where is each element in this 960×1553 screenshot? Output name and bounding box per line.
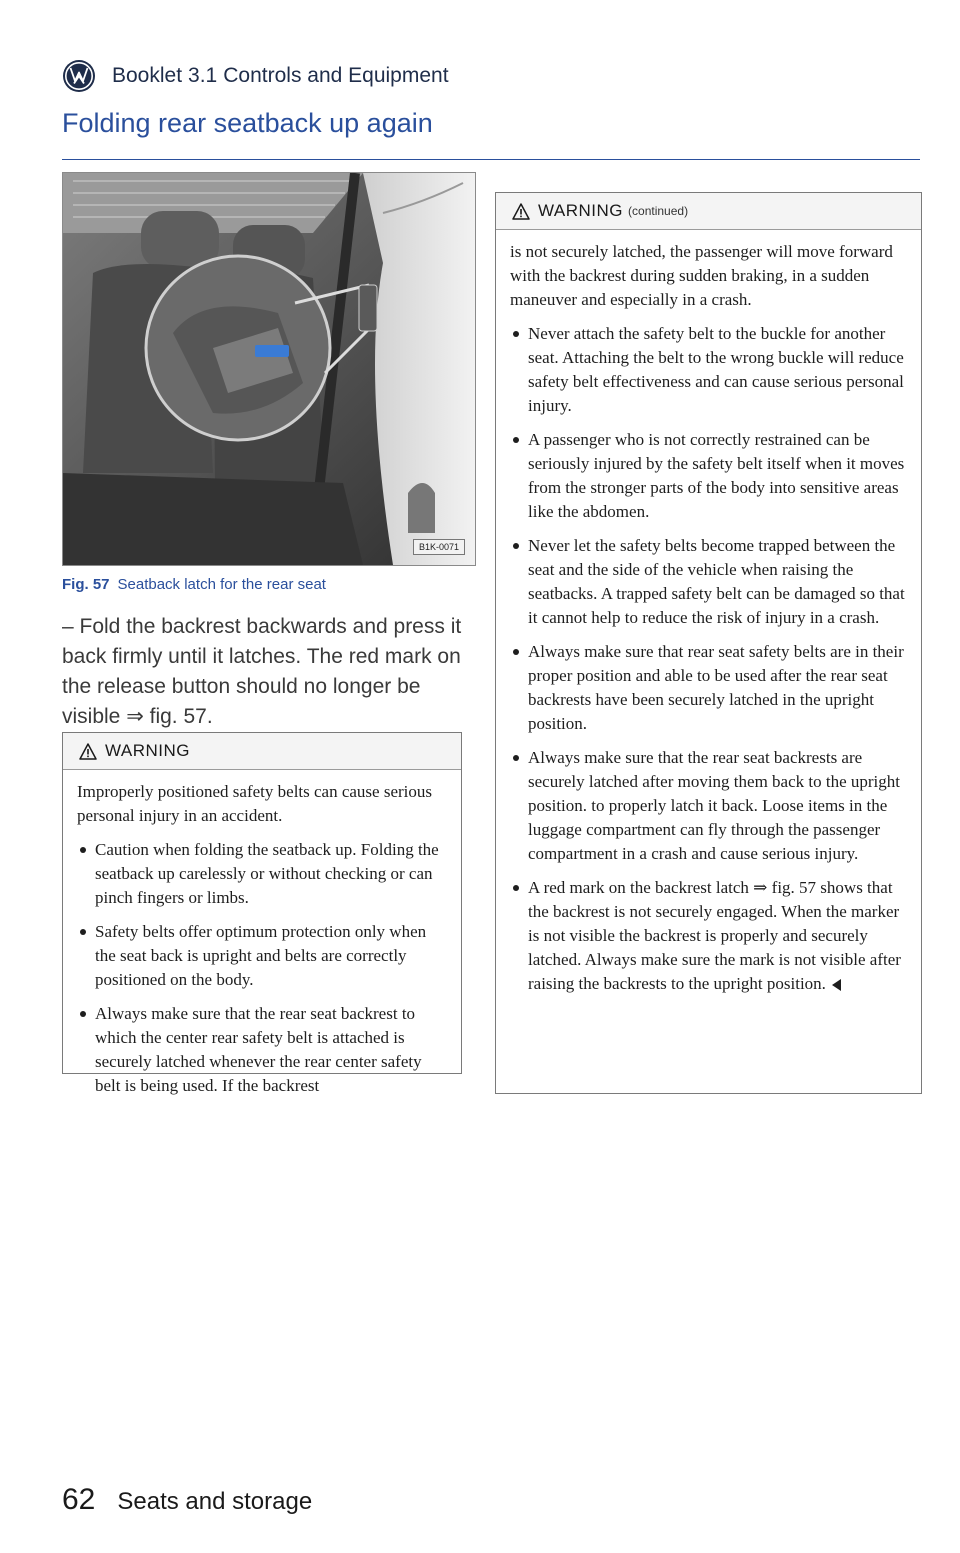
booklet-label: Booklet [112,64,183,87]
warning-paragraph: is not securely latched, the passenger will move forward with the backrest during sudden braking, in a sudden maneuver and especially in a crash. [510,242,893,309]
page-header [62,58,449,94]
warning-label: WARNING [538,201,624,220]
section-name: Seats and storage [117,1488,313,1515]
warning-box-left [62,732,462,1095]
warning-header [63,733,461,770]
warning-triangle-icon [79,743,97,760]
warning-content [63,770,461,1116]
caption-number: Fig. 57 [62,576,110,593]
caption-text: Seatback latch for the rear seat [117,576,326,593]
instruction-step: – Fold the backrest backwards and press it back firmly until it latches. The red mark on the release button should no longer be visible ⇒ fig. 57. [62,615,462,728]
page-footer [62,1483,312,1517]
figure-caption [62,576,326,593]
warning-box-right [495,192,922,1094]
title-rule [62,159,920,160]
warning-bullet: A passenger who is not correctly restrained can be seriously injured by the safety belt itself when it moves from the stronger parts of the body into sensitive areas like the abdomen. [510,428,907,524]
warning-label: WARNING [105,741,191,760]
booklet-title: Controls and Equipment [223,64,449,87]
latch-release-button [255,345,289,357]
warning-content [496,230,921,1014]
warning-bullet: Never attach the safety belt to the buckle for another seat. Attaching the belt to the wrong buckle will reduce safety belt effectiveness and can cause serious personal injury. [510,322,907,418]
image-code: B1K-0071 [413,539,465,555]
warning-bullet-last [510,876,907,996]
warning-bullet: Caution when folding the seatback up. Folding the seatback up carelessly or without checking or can pinch fingers or limbs. [77,838,447,910]
end-of-section-icon [832,979,841,991]
warning-continued: (continued) [628,204,689,218]
warning-triangle-icon [512,203,530,220]
page-number: 62 [62,1483,96,1516]
warning-bullet: Always make sure that rear seat safety belts are in their proper position and able to be used after the rear seat backrests have been securely latched in the upright position. [510,640,907,736]
seatback-illustration [63,173,475,565]
booklet-heading [112,64,449,88]
warning-bullet: Always make sure that the rear seat backrests are securely latched after moving them back to the upright position. to properly latch it back. Loose items in the luggage compartment can fly through the passenger compartment in a crash and cause serious injury. [510,746,907,866]
seatback-latch-figure [62,172,476,566]
warning-bullet-text: A red mark on the backrest latch ⇒ fig. 57 shows that the backrest is not securely engaged. When the marker is not visible the backrest is properly and securely latched. Always make sure the mark is not visible after raising the backrests to the upright position. [528,878,901,993]
page-title: Folding rear seatback up again [62,108,433,138]
warning-bullet: Never let the safety belts become trapped between the seat and the side of the vehicle when raising the seatbacks. A trapped safety belt can be damaged so that it cannot help to reduce the risk of injury in a crash. [510,534,907,630]
warning-header [496,193,921,230]
warning-paragraph: Improperly positioned safety belts can cause serious personal injury in an accident. [77,782,433,825]
warning-bullet: Always make sure that the rear seat backrest to which the center rear safety belt is attached is securely latched whenever the rear center safety belt is being used. If the backrest [77,1002,447,1098]
booklet-number: 3.1 [188,64,218,87]
vw-logo-icon [62,59,96,93]
warning-bullet: Safety belts offer optimum protection only when the seat back is upright and belts are correctly positioned on the body. [77,920,447,992]
